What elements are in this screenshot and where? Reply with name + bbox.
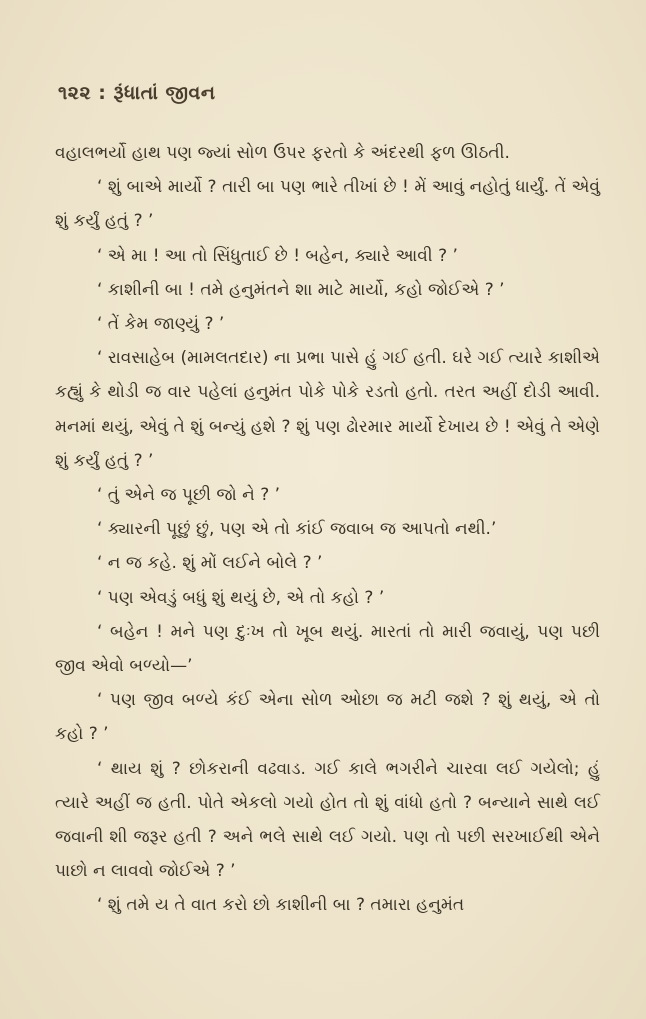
paragraph: ‘ પણ જીવ બળ્યે કંઈ એના સોળ ઓછા જ મટી જશે ? શું થયું, એ તો કહો ? ’ xyxy=(55,690,600,745)
paragraph: ‘ ન જ કહે. શું મોં લઈને બોલે ? ’ xyxy=(97,553,323,574)
paragraph: ‘ પણ એવડું બધું શું થયું છે, એ તો કહો ? ’ xyxy=(97,587,385,608)
paragraph: ‘ રાવસાહેબ (મામલતદાર) ના પ્રભા પાસે હું ગઈ હતી. ઘરે ગઈ ત્યારે કાશીએ કહ્યું કે થોડી જ વાર પહેલાં હનુમંત પોકે પોકે રડતો હતો. તરત અહીં દોડી આવી. મનમાં થયું, એવું તે શું બન્યું હશે ? શું પણ ઢોરમાર માર્યો દેખાય છે ! એવું તે એણે શું કર્યું હતું ? ’ xyxy=(55,348,600,471)
paragraph: ‘ કાશીની બા ! તમે હનુમંતને શા માટે માર્યો, કહો જોઈએ ? ’ xyxy=(97,279,505,300)
paragraph: ‘ શું તમે ય તે વાત કરો છો કાશીની બા ? તમારા હનુમંત xyxy=(97,895,465,916)
paragraph: ‘ તું એને જ પૂછી જો ને ? ’ xyxy=(97,485,281,506)
paragraph: ‘ એ મા ! આ તો સિંધુતાઈ છે ! બહેન, ક્યારે આવી ? ’ xyxy=(97,245,458,266)
paragraph: ‘ શું બાએ માર્યો ? તારી બા પણ ભારે તીખાં છે ! મેં આવું નહોતું ધાર્યું. તેં એવું શું કર્યું હતું ? ’ xyxy=(55,177,600,232)
paragraph: વહાલભર્યો હાથ પણ જ્યાં સોળ ઉપર ફરતો કે અંદરથી ફળ ઊઠતી. xyxy=(55,143,510,163)
paragraph: ‘ તેં કેમ જાણ્યું ? ’ xyxy=(97,314,225,335)
running-head: ૧૨૨ : રૂંધાતાં જીવન xyxy=(58,82,216,104)
paragraph: ‘ થાય શું ? છોકરાની વઢવાડ. ગઈ કાલે ભગરીને ચારવા લઈ ગયેલો; હું ત્યારે અહીં જ હતી. પોતે એકલો ગયો હોત તો શું વાંધો હતો ? બન્યાને સાથે લઈ જવાની શી જરૂર હતી ? અને ભલે સાથે લઈ ગયો. પણ તો પછી સરખાઈથી એને પાછો ન લાવવો જોઈએ ? ’ xyxy=(55,758,600,882)
body-text xyxy=(55,136,600,923)
paragraph: ‘ ક્યારની પૂછું છું, પણ એ તો કાંઈ જવાબ જ આપતો નથી.’ xyxy=(97,519,497,540)
paragraph: ‘ બહેન ! મને પણ દુઃખ તો ખૂબ થયું. મારતાં તો મારી જવાયું, પણ પછી જીવ એવો બળ્યો—’ xyxy=(55,621,600,677)
